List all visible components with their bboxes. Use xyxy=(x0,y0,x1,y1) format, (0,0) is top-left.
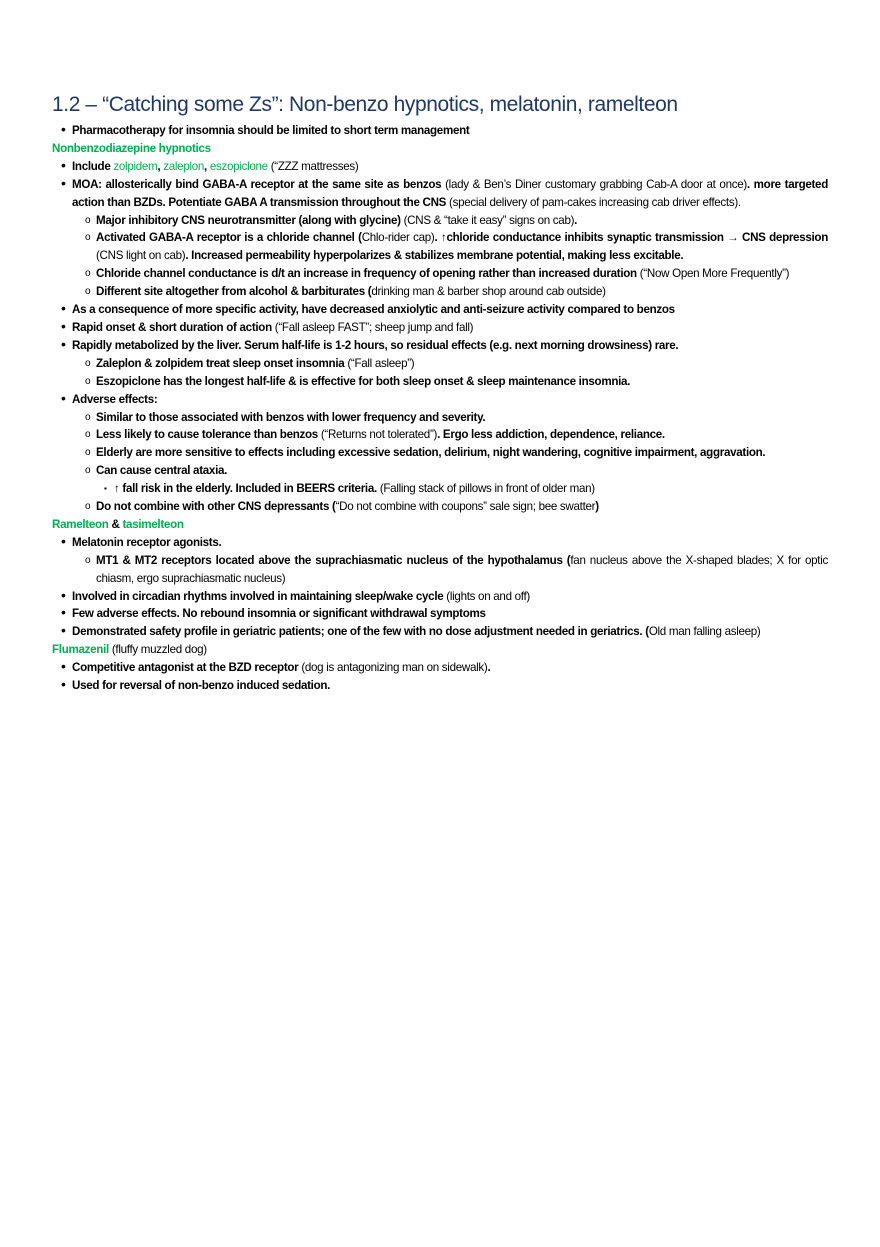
text-segment: MOA: allosterically bind GABA-A receptor at the same site as benzos xyxy=(72,177,442,191)
text-segment: Zaleplon & zolpidem treat sleep onset insomnia xyxy=(96,356,345,370)
text-segment: , xyxy=(157,159,164,173)
text-segment: Melatonin receptor agonists. xyxy=(72,535,222,549)
text-segment: . xyxy=(574,213,578,227)
text-segment: (“Fall asleep FAST”; sheep jump and fall) xyxy=(271,320,474,334)
document-page xyxy=(52,92,828,695)
drug-name: Nonbenzodiazepine hypnotics xyxy=(52,141,211,155)
list-item xyxy=(104,480,828,498)
text-segment: (CNS & “take it easy” signs on cab) xyxy=(400,213,575,227)
list-item xyxy=(61,676,828,695)
list-item xyxy=(61,604,828,623)
text-segment: fan nucleus above the X-shaped blades; X for optic chiasm, ergo suprachiasmatic nucleus) xyxy=(96,553,828,585)
text-segment: (special delivery of pam-cakes increasing cab driver effects). xyxy=(446,195,741,209)
text-segment: (lights on and off) xyxy=(443,589,530,603)
list-item xyxy=(85,265,828,283)
text-segment: & xyxy=(108,517,123,531)
text-segment: MT1 & MT2 receptors located above the suprachiasmatic nucleus of the hypothalamus ( xyxy=(96,553,571,567)
bullet-icon: • xyxy=(61,532,66,549)
text-segment: ↑ fall risk in the elderly. Included in BEERS criteria. xyxy=(114,482,377,496)
text-segment: Chloride channel conductance is d/t an increase in frequency of opening rather than increased duration xyxy=(96,267,637,281)
list-item xyxy=(85,409,828,427)
text-segment: . more targeted action than BZDs. Potentiate GABA A transmission throughout the CNS xyxy=(72,177,828,209)
circle-bullet-icon: o xyxy=(85,214,91,226)
square-bullet-icon: ▪ xyxy=(104,484,107,494)
text-segment: (Falling stack of pillows in front of older man) xyxy=(376,482,595,496)
text-segment: Eszopiclone has the longest half-life & is effective for both sleep onset & sleep maintenance insomnia. xyxy=(96,374,631,388)
text-segment: (CNS light on cab) xyxy=(96,249,186,263)
section-heading xyxy=(52,140,828,158)
text-segment: ) xyxy=(595,500,599,514)
text-segment: Few adverse effects. No rebound insomnia or significant withdrawal symptoms xyxy=(72,607,486,621)
text-segment: . xyxy=(487,661,491,675)
circle-bullet-icon: o xyxy=(85,447,91,459)
text-segment: (“ZZZ mattresses) xyxy=(267,159,359,173)
text-segment: Rapidly metabolized by the liver. Serum half-life is 1-2 hours, so residual effects (e.g. next morning drowsiness) rare. xyxy=(72,338,679,352)
bullet-icon: • xyxy=(61,121,66,137)
text-segment: drinking man & barber shop around cab outside) xyxy=(371,285,606,299)
text-segment: Chlo-rider cap) xyxy=(361,231,435,245)
drug-name: Ramelteon xyxy=(52,517,109,531)
circle-bullet-icon: o xyxy=(85,501,91,513)
list-item xyxy=(61,121,828,140)
text-segment: Old man falling asleep) xyxy=(648,625,761,639)
drug-name: zaleplon xyxy=(163,159,205,173)
bullet-icon: • xyxy=(61,586,66,603)
list-item xyxy=(61,622,828,641)
text-segment: Rapid onset & short duration of action xyxy=(72,320,272,334)
list-item xyxy=(85,426,828,444)
bullet-icon: • xyxy=(61,622,66,639)
circle-bullet-icon: o xyxy=(85,554,91,566)
text-segment: Pharmacotherapy for insomnia should be limited to short term management xyxy=(72,124,470,137)
circle-bullet-icon: o xyxy=(85,286,91,298)
text-segment: (fluffy muzzled dog) xyxy=(108,643,207,657)
list-item xyxy=(61,335,828,355)
text-segment: Competitive antagonist at the BZD receptor xyxy=(72,661,299,675)
list-item xyxy=(61,658,828,677)
circle-bullet-icon: o xyxy=(85,465,91,477)
text-segment: (“Now Open More Frequently”) xyxy=(636,267,790,281)
circle-bullet-icon: o xyxy=(85,411,91,423)
text-segment: As a consequence of more specific activity, have decreased anxiolytic and anti-seizure activity compared to benzos xyxy=(72,303,675,317)
bullet-icon: • xyxy=(61,300,66,317)
list-item xyxy=(85,283,828,301)
circle-bullet-icon: o xyxy=(85,375,91,387)
text-segment: Involved in circadian rhythms involved in maintaining sleep/wake cycle xyxy=(72,589,444,603)
drug-name: tasimelteon xyxy=(122,517,184,531)
drug-name: eszopiclone xyxy=(209,159,268,173)
bullet-icon: • xyxy=(61,317,66,334)
list-item xyxy=(85,373,828,391)
bullet-icon: • xyxy=(61,156,66,173)
bullet-icon: • xyxy=(61,335,66,352)
circle-bullet-icon: o xyxy=(85,268,91,280)
list-item xyxy=(61,174,828,212)
text-segment: . Ergo less addiction, dependence, reliance. xyxy=(437,428,665,442)
bullet-icon: • xyxy=(61,174,66,191)
text-segment: Include xyxy=(72,159,114,173)
bullet-icon: • xyxy=(61,676,66,693)
drug-name: zolpidem xyxy=(113,159,158,173)
bullet-icon: • xyxy=(61,389,66,406)
drug-name: Flumazenil xyxy=(52,643,109,657)
list-item xyxy=(61,317,828,337)
list-item xyxy=(61,156,828,176)
list-item xyxy=(85,444,828,462)
text-segment: Activated GABA-A receptor is a chloride channel ( xyxy=(96,231,362,245)
text-segment: (“Fall asleep”) xyxy=(344,356,415,370)
text-segment: Similar to those associated with benzos with lower frequency and severity. xyxy=(96,410,486,424)
circle-bullet-icon: o xyxy=(85,429,91,441)
text-segment: (lady & Ben’s Diner customary grabbing Cab-A door at once) xyxy=(441,177,747,191)
text-segment: . ↑chloride conductance inhibits synaptic transmission → CNS depression xyxy=(434,231,828,245)
text-segment: , xyxy=(204,159,210,173)
list-item xyxy=(85,498,828,516)
text-segment: Major inhibitory CNS neurotransmitter (along with glycine) xyxy=(96,213,401,227)
text-segment: Demonstrated safety profile in geriatric patients; one of the few with no dose adjustment needed in geriatrics. ( xyxy=(72,625,649,639)
text-segment: (dog is antagonizing man on sidewalk) xyxy=(298,661,488,675)
bullet-icon: • xyxy=(61,604,66,621)
circle-bullet-icon: o xyxy=(85,357,91,369)
list-item xyxy=(85,212,828,230)
text-segment: Used for reversal of non-benzo induced sedation. xyxy=(72,679,331,693)
list-item xyxy=(61,586,828,606)
section-heading xyxy=(52,641,828,659)
text-segment: Different site altogether from alcohol & barbiturates ( xyxy=(96,285,372,299)
notes-list xyxy=(52,122,828,695)
text-segment: Elderly are more sensitive to effects including excessive sedation, delirium, night wandering, cognitive impairment, aggravation. xyxy=(96,446,766,460)
text-segment: (“Returns not tolerated”) xyxy=(317,428,438,442)
list-item xyxy=(61,300,828,319)
list-item xyxy=(85,552,828,588)
text-segment: Do not combine with other CNS depressants ( xyxy=(96,500,336,514)
bullet-icon: • xyxy=(61,658,66,675)
circle-bullet-icon: o xyxy=(85,232,91,244)
section-heading xyxy=(52,516,828,534)
page-title: 1.2 – “Catching some Zs”: Non-benzo hypnotics, melatonin, ramelteon xyxy=(52,93,678,116)
list-item xyxy=(85,355,828,373)
list-item xyxy=(85,462,828,480)
text-segment: Can cause central ataxia. xyxy=(96,464,228,478)
text-segment: Adverse effects: xyxy=(72,392,158,406)
list-item xyxy=(85,229,828,265)
text-segment: “Do not combine with coupons” sale sign; bee swatter xyxy=(335,500,596,514)
text-segment: Less likely to cause tolerance than benzos xyxy=(96,428,318,442)
list-item xyxy=(61,532,828,552)
text-segment: . Increased permeability hyperpolarizes & stabilizes membrane potential, making less excitable. xyxy=(185,249,684,263)
list-item xyxy=(61,389,828,409)
